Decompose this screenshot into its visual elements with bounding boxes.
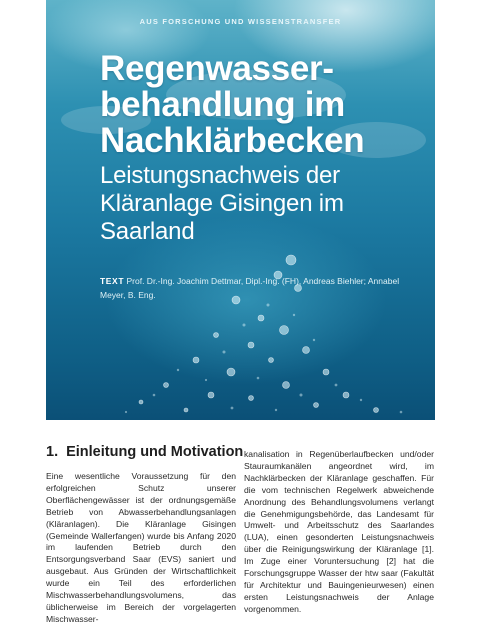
section-number: 1. (46, 444, 59, 460)
byline-tag: TEXT (100, 276, 125, 286)
section-heading (46, 444, 243, 460)
byline (100, 274, 410, 302)
article-title: Regenwasser-behandlung im Nachklärbecken (100, 49, 365, 160)
article-subtitle: Leistungsnachweis der Kläranlage Gisingen im Saarland (100, 162, 344, 245)
body-text-right-column: kanalisation in Regenüberlaufbecken und/oder Stauraumkanälen angeordnet wird, im Nachklärbecken der Kläranlage geschaffen. Für die vom technischen Regelwerk abweichende Anordnung des Behandlungsvolumens verlangt die Genehmigungsbehörde, das Landesamt für Umwelt- und Arbeitsschutz des Saarlandes (LUA), einen gesonderten Leistungsnachweis über die Reinigungswirkung der Kläranlage [1]. Im Zuge einer Voruntersuchung [2] hat die Forschungsgruppe Wasser der htw saar (Fakultät für Architektur und Bauingenieurwesen) einen ersten Leistungsnachweis der Anlage vorgenommen. (244, 449, 434, 614)
byline-authors: Prof. Dr.-Ing. Joachim Dettmar, Dipl.-Ing. (FH), Andreas Biehler; Annabel Meyer, B. Eng. (100, 276, 400, 300)
section-kicker: AUS FORSCHUNG UND WISSENSTRANSFER (139, 17, 342, 26)
hero-image (46, 0, 435, 420)
section-title: Einleitung und Motivation (66, 444, 244, 460)
body-text-left-column: Eine wesentliche Voraussetzung für den erfolgreichen Schutz unserer Oberflächengewässer ist der ordnungsgemäße Betrieb von Abwasserbehandlungsanlagen (Kläranlagen). Die Kläranlage Gisingen (Gemeinde Wallerfangen) wurde bis Anfang 2020 im laufenden Betrieb durch den Entsorgungsverband Saar (EVS) saniert und ausgebaut. Aus Gründen der Wirtschaftlichkeit wurde ein Teil des erforderlichen Mischwasserbehandlungsvolumens, das üblicherweise im Bereich der vorgelagerten Mischwasser- (46, 471, 236, 624)
